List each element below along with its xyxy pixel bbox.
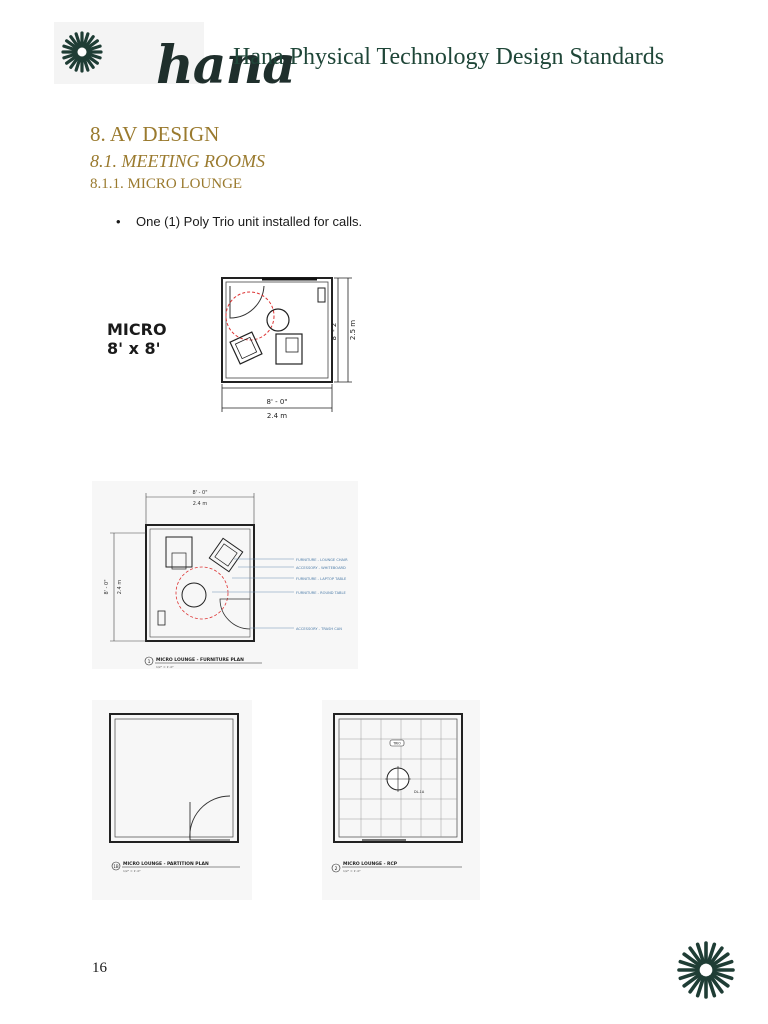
bullet-text: One (1) Poly Trio unit installed for calls. xyxy=(136,214,363,229)
width-ft-label: 8' - 0" xyxy=(266,398,288,406)
partition-plan-drawing xyxy=(92,700,252,900)
subsection-heading: 8.1. MEETING ROOMS xyxy=(90,151,265,171)
device-label: DL-1A xyxy=(414,790,425,794)
logo xyxy=(54,22,295,96)
drawing-title: MICRO LOUNGE - RCP xyxy=(343,862,398,867)
callout-lounge-chair: FURNITURE - LOUNGE CHAIR xyxy=(296,558,348,562)
room-type-label: MICRO xyxy=(107,320,167,339)
room-size-label xyxy=(107,320,167,358)
sunburst-footer-icon xyxy=(676,940,736,1000)
drawing-number: 2 xyxy=(334,867,338,872)
drawing-scale: 1/2" = 1'-0" xyxy=(156,665,174,669)
callout-round-table: FURNITURE - ROUND TABLE xyxy=(296,591,346,595)
plan-side-m: 2.4 m xyxy=(117,579,123,595)
micro-room-plan xyxy=(212,272,362,422)
document-title: Hana Physical Technology Design Standards xyxy=(233,44,665,70)
depth-m-label: 2.5 m xyxy=(349,319,357,341)
brand-wordmark: hana xyxy=(156,35,295,96)
rcp-plan-drawing xyxy=(322,700,480,900)
drawing-scale: 1/2" = 1'-0" xyxy=(343,869,361,873)
section-heading: 8. AV DESIGN xyxy=(90,122,220,146)
drawing-title: MICRO LOUNGE - PARTITION PLAN xyxy=(123,862,209,867)
callout-trash-can: ACCESSORY - TRASH CAN xyxy=(296,627,342,631)
callout-laptop-table: FURNITURE - LAPTOP TABLE xyxy=(296,577,347,581)
bullet-item xyxy=(116,214,362,229)
depth-ft-label: 8' - 2" xyxy=(330,319,338,341)
room-dimension-label: 8' x 8' xyxy=(107,339,161,358)
page-number: 16 xyxy=(92,960,107,976)
drawing-number: 1B xyxy=(113,864,119,869)
drawing-number: 1 xyxy=(147,660,151,665)
plan-width-m: 2.4 m xyxy=(192,501,208,507)
sunburst-logo-icon xyxy=(60,30,104,74)
callout-whiteboard: ACCESSORY - WHITEBOARD xyxy=(296,566,346,570)
plan-width-ft: 8' - 0" xyxy=(192,490,208,496)
drawing-scale: 1/2" = 1'-0" xyxy=(123,869,141,873)
furniture-plan-drawing xyxy=(92,481,358,669)
subsubsection-heading: 8.1.1. MICRO LOUNGE xyxy=(90,176,243,192)
bullet-icon: • xyxy=(116,214,121,229)
device-tag: TRIO xyxy=(393,741,401,746)
drawing-title: MICRO LOUNGE - FURNITURE PLAN xyxy=(156,658,244,663)
plan-side-ft: 8' - 0" xyxy=(104,579,110,595)
width-m-label: 2.4 m xyxy=(266,412,288,420)
